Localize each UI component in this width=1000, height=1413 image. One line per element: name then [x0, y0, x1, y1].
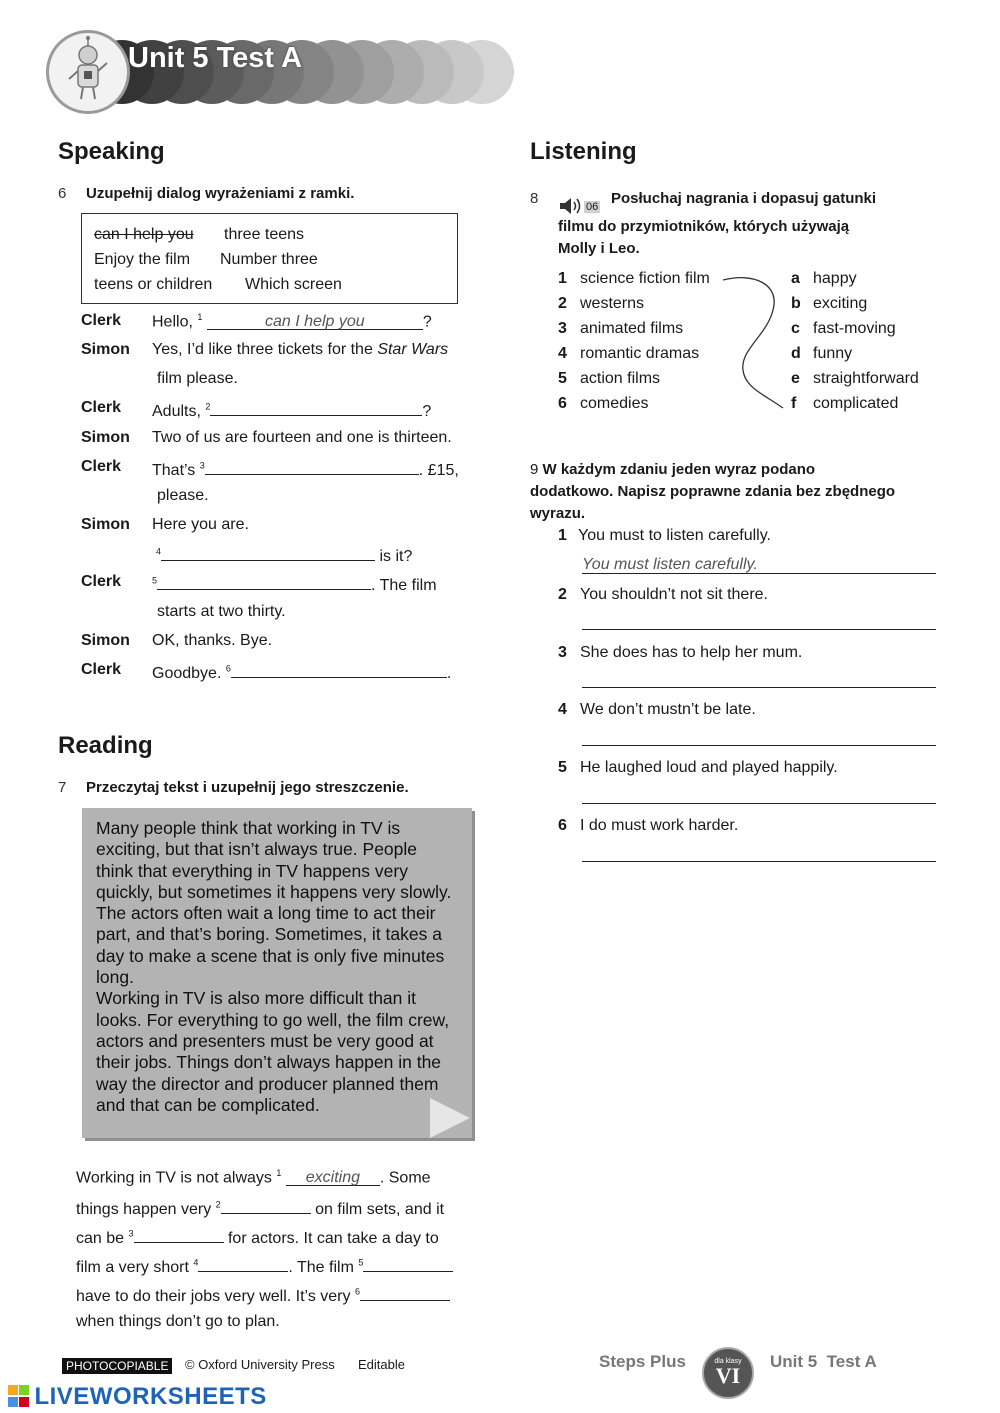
- summary-text: . The film: [288, 1259, 354, 1276]
- play-triangle-icon: [430, 1098, 470, 1138]
- dialog-line: [152, 458, 459, 480]
- summary-line: [76, 1255, 453, 1277]
- item-number: 1: [558, 270, 567, 287]
- item-text: action films: [580, 370, 661, 387]
- match-right-item: [791, 345, 852, 363]
- item-text: exciting: [813, 295, 868, 312]
- summary-text: . Some: [379, 1169, 431, 1187]
- dialog-text: starts at two thirty.: [157, 603, 286, 620]
- gap-number: 6: [225, 663, 231, 674]
- badge-caption: dla klasy: [714, 1358, 742, 1365]
- dialog-line: [152, 573, 437, 595]
- gap-number: 1: [197, 312, 203, 322]
- badge-number: VI: [715, 1363, 741, 1388]
- item-text: science fiction film: [580, 270, 710, 287]
- gap-number: 5: [152, 575, 158, 586]
- speaker-label: Clerk: [81, 573, 122, 590]
- gap-5-input[interactable]: [157, 573, 371, 590]
- summary-line: [76, 1197, 444, 1219]
- summary-line: [76, 1226, 439, 1248]
- item-text: happy: [813, 270, 857, 287]
- item-text: funny: [813, 345, 853, 362]
- summary-text: film a very short: [76, 1259, 189, 1276]
- dialog-text: . £15,: [418, 462, 459, 479]
- item-text: animated films: [580, 320, 684, 337]
- reading-heading: Reading: [58, 732, 153, 759]
- match-right-item: [791, 320, 896, 338]
- item-letter: c: [791, 320, 800, 337]
- phrase-struck: can I help you: [94, 226, 194, 243]
- dialog-text: OK, thanks. Bye.: [152, 632, 273, 649]
- dialog-text: ?: [422, 313, 432, 331]
- item-letter: e: [791, 370, 800, 387]
- item-text: You must to listen carefully.: [578, 527, 771, 544]
- listening-heading: Listening: [530, 138, 637, 165]
- question-number: 6: [58, 185, 67, 202]
- item-text: We don’t mustn’t be late.: [580, 701, 756, 718]
- liveworksheets-logo[interactable]: [8, 1383, 267, 1411]
- sentence-item: [558, 759, 838, 777]
- summary-gap-2-input[interactable]: [221, 1197, 311, 1214]
- gap-1-input[interactable]: can I help you: [207, 313, 423, 330]
- film-title: Star Wars: [377, 341, 449, 358]
- dialog-line: [156, 544, 412, 566]
- item-number: 4: [558, 701, 567, 718]
- item-letter: b: [791, 295, 801, 312]
- item-text: He laughed loud and played happily.: [580, 759, 838, 776]
- passage-paragraph: Many people think that working in TV is exciting, but that isn’t always true. People think that everything in TV happens very quickly, but sometimes it happens very slowly. The actors often wait a long time to act their part, and that’s boring. Sometimes, it takes a day to make a scene that is only five minutes long.: [96, 818, 452, 988]
- phrase: three teens: [224, 226, 305, 243]
- speaker-label: Clerk: [81, 661, 122, 678]
- question-number: 9: [530, 461, 539, 478]
- speaker-label: Simon: [81, 341, 130, 358]
- item-number: 3: [558, 644, 567, 661]
- item-number: 3: [558, 320, 567, 337]
- speaker-label: Clerk: [81, 399, 122, 416]
- question-title: Posłuchaj nagrania i dopasuj gatunki: [611, 190, 877, 207]
- logo-blocks-icon: [8, 1385, 30, 1409]
- answer-1-input[interactable]: You must listen carefully.: [582, 556, 936, 574]
- dialog-line: [152, 399, 431, 421]
- match-left-item: [558, 395, 648, 413]
- dialog-text: Here you are.: [152, 516, 249, 533]
- speaker-label: Clerk: [81, 458, 122, 475]
- dialog-line: [152, 661, 451, 683]
- gap-number: 2: [215, 1199, 221, 1210]
- question-title: Uzupełnij dialog wyrażeniami z ramki.: [86, 185, 355, 202]
- gap-6-input[interactable]: [231, 661, 447, 678]
- speaker-label: Simon: [81, 632, 130, 649]
- item-number: 2: [558, 586, 567, 603]
- dialog-text: Two of us are fourteen and one is thirteen.: [152, 429, 452, 446]
- match-left-item: [558, 295, 644, 313]
- gap-3-input[interactable]: [205, 458, 419, 475]
- dialog-text: is it?: [379, 548, 413, 565]
- match-left-item: [558, 320, 683, 338]
- item-number: 6: [558, 395, 567, 412]
- sentence-item: [558, 586, 768, 604]
- audio-speaker-icon[interactable]: [558, 196, 604, 216]
- item-text: You shouldn’t not sit there.: [580, 586, 768, 603]
- question-title: Przeczytaj tekst i uzupełnij jego streszczenie.: [86, 779, 409, 796]
- summary-text: Working in TV is not always: [76, 1169, 272, 1187]
- phrase: Which screen: [245, 276, 342, 293]
- match-right-item: [791, 270, 857, 288]
- track-number: 06: [586, 201, 599, 213]
- dialog-text: Adults,: [152, 403, 201, 420]
- summary-line: [76, 1168, 431, 1187]
- item-letter: d: [791, 345, 801, 362]
- sentence-item: [558, 817, 738, 835]
- sentence-item: [558, 644, 802, 662]
- editable-text: Editable: [358, 1357, 405, 1372]
- answer-6-input[interactable]: [582, 844, 936, 862]
- phrase: Number three: [220, 251, 318, 268]
- item-letter: a: [791, 270, 800, 287]
- gap-number: 3: [128, 1228, 134, 1239]
- match-right-item: [791, 295, 867, 313]
- dialog-text: . The film: [371, 577, 437, 594]
- item-number: 2: [558, 295, 567, 312]
- dialog-line: [152, 312, 432, 331]
- summary-text: can be: [76, 1230, 125, 1247]
- dialog-text: .: [446, 665, 452, 682]
- speaker-label: Simon: [81, 516, 130, 533]
- dialog-text: Yes, I’d like three tickets for the: [152, 341, 373, 358]
- match-right-item: [791, 370, 919, 388]
- brand-name: LIVEWORKSHEETS: [34, 1383, 267, 1410]
- question-title: W każdym zdaniu jeden wyraz podano: [542, 461, 816, 478]
- item-number: 4: [558, 345, 567, 362]
- answer-4-input[interactable]: [582, 728, 936, 746]
- question-title: dodatkowo. Napisz poprawne zdania bez zbędnego: [530, 483, 896, 500]
- summary-line: [76, 1284, 450, 1306]
- reading-passage: [82, 808, 472, 1138]
- item-number: 5: [558, 759, 567, 776]
- gap-number: 4: [193, 1257, 199, 1268]
- phrase: Enjoy the film: [94, 251, 191, 268]
- summary-text: for actors. It can take a day to: [227, 1230, 439, 1247]
- phrase-box: [81, 213, 458, 304]
- item-number: 5: [558, 370, 567, 387]
- sentence-item: [558, 527, 771, 545]
- match-left-item: [558, 270, 710, 288]
- speaking-heading: Speaking: [58, 138, 165, 165]
- match-left-item: [558, 345, 699, 363]
- robot-icon: [46, 30, 130, 114]
- phrase: teens or children: [94, 276, 213, 293]
- answer-2-input[interactable]: [582, 612, 936, 630]
- summary-gap-4-input[interactable]: [198, 1255, 288, 1272]
- item-text: westerns: [580, 295, 645, 312]
- summary-gap-5-input[interactable]: [363, 1255, 453, 1272]
- question-title: Molly i Leo.: [558, 240, 640, 257]
- dialog-text: That’s: [152, 462, 196, 479]
- gap-number: 6: [354, 1286, 360, 1297]
- speaker-label: Simon: [81, 429, 130, 446]
- dialog-text: Hello,: [152, 313, 193, 331]
- footer-unit: Unit 5 Test A: [770, 1352, 877, 1371]
- answer-3-input[interactable]: [582, 670, 936, 688]
- gap-number: 5: [358, 1257, 364, 1268]
- item-letter: f: [791, 395, 797, 412]
- item-number: 1: [558, 527, 567, 544]
- series-name: Steps Plus: [599, 1352, 686, 1371]
- match-right-item: [791, 395, 898, 413]
- dialog-text: ?: [422, 403, 432, 420]
- gap-4-input[interactable]: [161, 544, 375, 561]
- summary-text: have to do their jobs very well. It’s very: [76, 1288, 351, 1305]
- photocopiable-label: PHOTOCOPIABLE: [62, 1358, 172, 1374]
- summary-gap-1-input[interactable]: exciting: [286, 1169, 380, 1186]
- gap-number: 3: [199, 460, 205, 471]
- gap-number: 1: [276, 1168, 282, 1178]
- question-number: 8: [530, 190, 539, 207]
- q9-title: [530, 459, 815, 481]
- gap-number: 4: [156, 546, 162, 557]
- gap-2-input[interactable]: [210, 399, 422, 416]
- item-text: romantic dramas: [580, 345, 700, 362]
- question-number: 7: [58, 779, 67, 796]
- answer-5-input[interactable]: [582, 786, 936, 804]
- item-text: comedies: [580, 395, 649, 412]
- class-badge: [702, 1347, 754, 1399]
- publisher-text: © Oxford University Press: [185, 1357, 335, 1372]
- match-left-item: [558, 370, 660, 388]
- summary-gap-6-input[interactable]: [360, 1284, 450, 1301]
- dialog-text: Goodbye.: [152, 665, 222, 682]
- sentence-item: [558, 701, 756, 719]
- item-text: She does has to help her mum.: [580, 644, 803, 661]
- item-text: complicated: [813, 395, 899, 412]
- summary-text: things happen very: [76, 1201, 212, 1218]
- item-text: I do must work harder.: [580, 817, 739, 834]
- item-number: 6: [558, 817, 567, 834]
- gap-number: 2: [205, 401, 211, 412]
- question-title: filmu do przymiotników, których używają: [558, 218, 850, 235]
- dialog-text: please.: [157, 487, 209, 504]
- dialog-line: [152, 341, 448, 359]
- item-text: straightforward: [813, 370, 919, 387]
- speaker-label: Clerk: [81, 312, 122, 329]
- matching-example-line: [715, 270, 795, 415]
- summary-text: when things don’t go to plan.: [76, 1313, 280, 1330]
- page-title: Unit 5 Test A: [128, 42, 303, 74]
- summary-text: on film sets, and it: [315, 1201, 445, 1218]
- passage-paragraph: Working in TV is also more difficult than it looks. For everything to go well, the film crew, actors and presenters must be very good at their jobs. Things don’t always happen in the way the director and producer planned them and that can be complicated.: [96, 988, 450, 1115]
- item-text: fast-moving: [813, 320, 896, 337]
- summary-gap-3-input[interactable]: [134, 1226, 224, 1243]
- dialog-text: film please.: [157, 370, 238, 387]
- question-title: wyrazu.: [530, 505, 586, 522]
